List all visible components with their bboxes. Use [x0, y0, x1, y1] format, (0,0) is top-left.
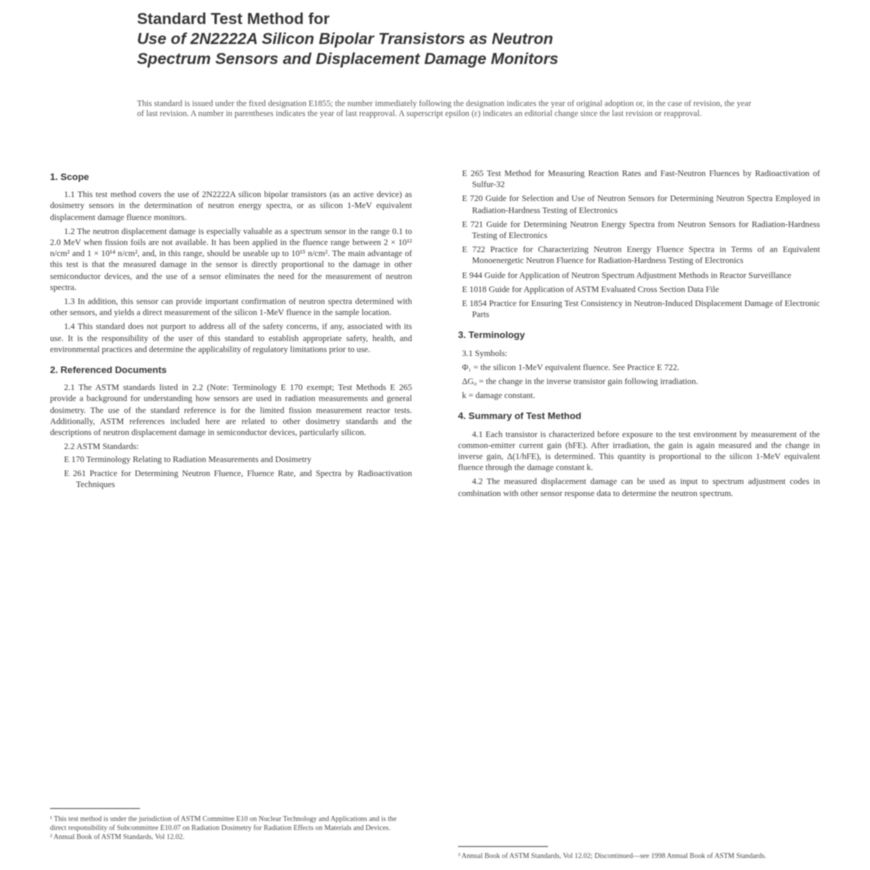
reference-item: E 261 Practice for Determining Neutron Fluence, Fluence Rate, and Spectra by Radioactivation Techniques — [64, 467, 412, 489]
footnote-rule — [458, 846, 548, 847]
terminology-item: 3.1 Symbols: — [462, 347, 508, 358]
section-heading-scope: 1. Scope — [50, 172, 90, 183]
reference-item: E 721 Guide for Determining Neutron Energy Spectra from Neutron Sensors for Radiation-Hardness Testing of Electronics — [462, 218, 820, 241]
paragraph: 1.3 In addition, this sensor can provide important confirmation of neutron spectra determined with other sensors, and yields a direct measurement of the silicon 1-MeV fluence in the sample location. — [50, 296, 412, 318]
section-heading-referenced-documents: 2. Referenced Documents — [50, 365, 167, 377]
reference-item: E 1018 Guide for Application of ASTM Evaluated Cross Section Data File — [462, 283, 720, 294]
left-column — [50, 168, 412, 492]
footnote-right: ³ Annual Book of ASTM Standards, Vol 12.02; Discontinued—see 1998 Annual Book of ASTM Standards. — [458, 852, 767, 860]
footnote: ¹ This test method is under the jurisdiction of ASTM Committee E10 on Nuclear Technology and Applications and is the direct responsibility of Subcommittee E10.07 on Radiation Dosimetry for Radiation Effects on Materials and Devices. — [50, 815, 397, 832]
footnote-rule — [50, 808, 140, 809]
terminology-item: Φ₁ = the silicon 1-MeV equivalent fluence. See Practice E 722. — [462, 361, 680, 372]
reference-item: E 722 Practice for Characterizing Neutron Energy Fluence Spectra in Terms of an Equivalent Monoenergetic Neutron Fluence for Radiation-Hardness Testing of Electronics — [462, 244, 820, 266]
paragraph: 1.2 The neutron displacement damage is especially valuable as a spectrum sensor in the range 0.1 to 2.0 MeV when fission foils are not available. It has been applied in the fluence range between 2 × 10¹² n/cm² and 1 × 10¹⁴ n/cm², and, in this range, should be useable up to 10¹⁵ n/cm². The main advantage of this test is that the measured damage in the sensor is directly proportional to the damage in other semiconductor devices, and the use of a sensor eliminates the need for the measurement of neutron spectra. — [50, 225, 412, 292]
right-column — [458, 168, 820, 502]
reference-item: E 944 Guide for Application of Neutron Spectrum Adjustment Methods in Reactor Surveillance — [462, 269, 792, 280]
terminology-item: ΔG₀ = the change in the inverse transistor gain following irradiation. — [462, 376, 699, 387]
paragraph: 2.1 The ASTM standards listed in 2.2 (Note: Terminology E 170 exempt; Test Methods E 265 provide a background for understanding how sensors are used in radiation measurements and general dosimetry. The use of the standard reference is for the limited fission measurement reactor tests. Additionally, ASTM references included here are related to other dosimetry standards and the descriptions of neutron displacement damage in semiconductor devices, particularly silicon. — [50, 382, 412, 438]
paragraph: 4.2 The measured displacement damage can be used as input to spectrum adjustment codes in combination with other sensor response data to determine the neutron spectrum. — [458, 476, 820, 498]
reference-item: E 265 Test Method for Measuring Reaction Rates and Fast-Neutron Fluences by Radioactivation of Sulfur-32 — [462, 168, 820, 190]
paragraph: 1.1 This test method covers the use of 2N2222A silicon bipolar transistors (as an active device) as dosimetry sensors in the determination of neutron energy spectra, or as silicon 1-MeV equivalent displacement damage fluence monitors. — [50, 189, 412, 222]
reference-item: E 720 Guide for Selection and Use of Neutron Sensors for Determining Neutron Spectra Employed in Radiation-Hardness Testing of Electronics — [462, 193, 820, 215]
issuance-note: This standard is issued under the fixed designation E1855; the number immediately following the designation indicates the year of original adoption or, in the case of revision, the year of last revision. A number in parentheses indicates the year of last reapproval. A superscript epsilon (ε) indicates an editorial change since the last revision or reapproval. — [137, 99, 752, 118]
footnotes-left — [50, 815, 412, 842]
reference-item: 2.2 ASTM Standards: — [64, 441, 139, 452]
section-heading-summary: 4. Summary of Test Method — [458, 411, 582, 423]
paragraph: 4.1 Each transistor is characterized before exposure to the test environment by measurement of the common-emitter current gain (hFE). After irradiation, the gain is again measured and the change in inverse gain, Δ(1/hFE), is determined. This quantity is proportional to the silicon 1-MeV equivalent fluence through the damage constant k. — [458, 428, 820, 473]
paragraph: 1.4 This standard does not purport to address all of the safety concerns, if any, associated with its use. It is the responsibility of the user of this standard to establish appropriate safety, health, and environmental practices and determine the applicability of regulatory limitations prior to use. — [50, 321, 412, 354]
reference-item: E 170 Terminology Relating to Radiation Measurements and Dosimetry — [64, 454, 312, 465]
title-line-2: Use of 2N2222A Silicon Bipolar Transistors as Neutron — [137, 31, 554, 48]
reference-item: E 1854 Practice for Ensuring Test Consistency in Neutron-Induced Displacement Damage of Electronic Parts — [462, 298, 820, 320]
section-heading-terminology: 3. Terminology — [458, 330, 525, 342]
document-title — [137, 10, 757, 70]
title-line-1: Standard Test Method for — [137, 11, 330, 28]
terminology-item: k = damage constant. — [462, 390, 536, 401]
footnote: ² Annual Book of ASTM Standards, Vol 12.02. — [50, 833, 185, 841]
title-line-3: Spectrum Sensors and Displacement Damage Monitors — [137, 51, 559, 68]
